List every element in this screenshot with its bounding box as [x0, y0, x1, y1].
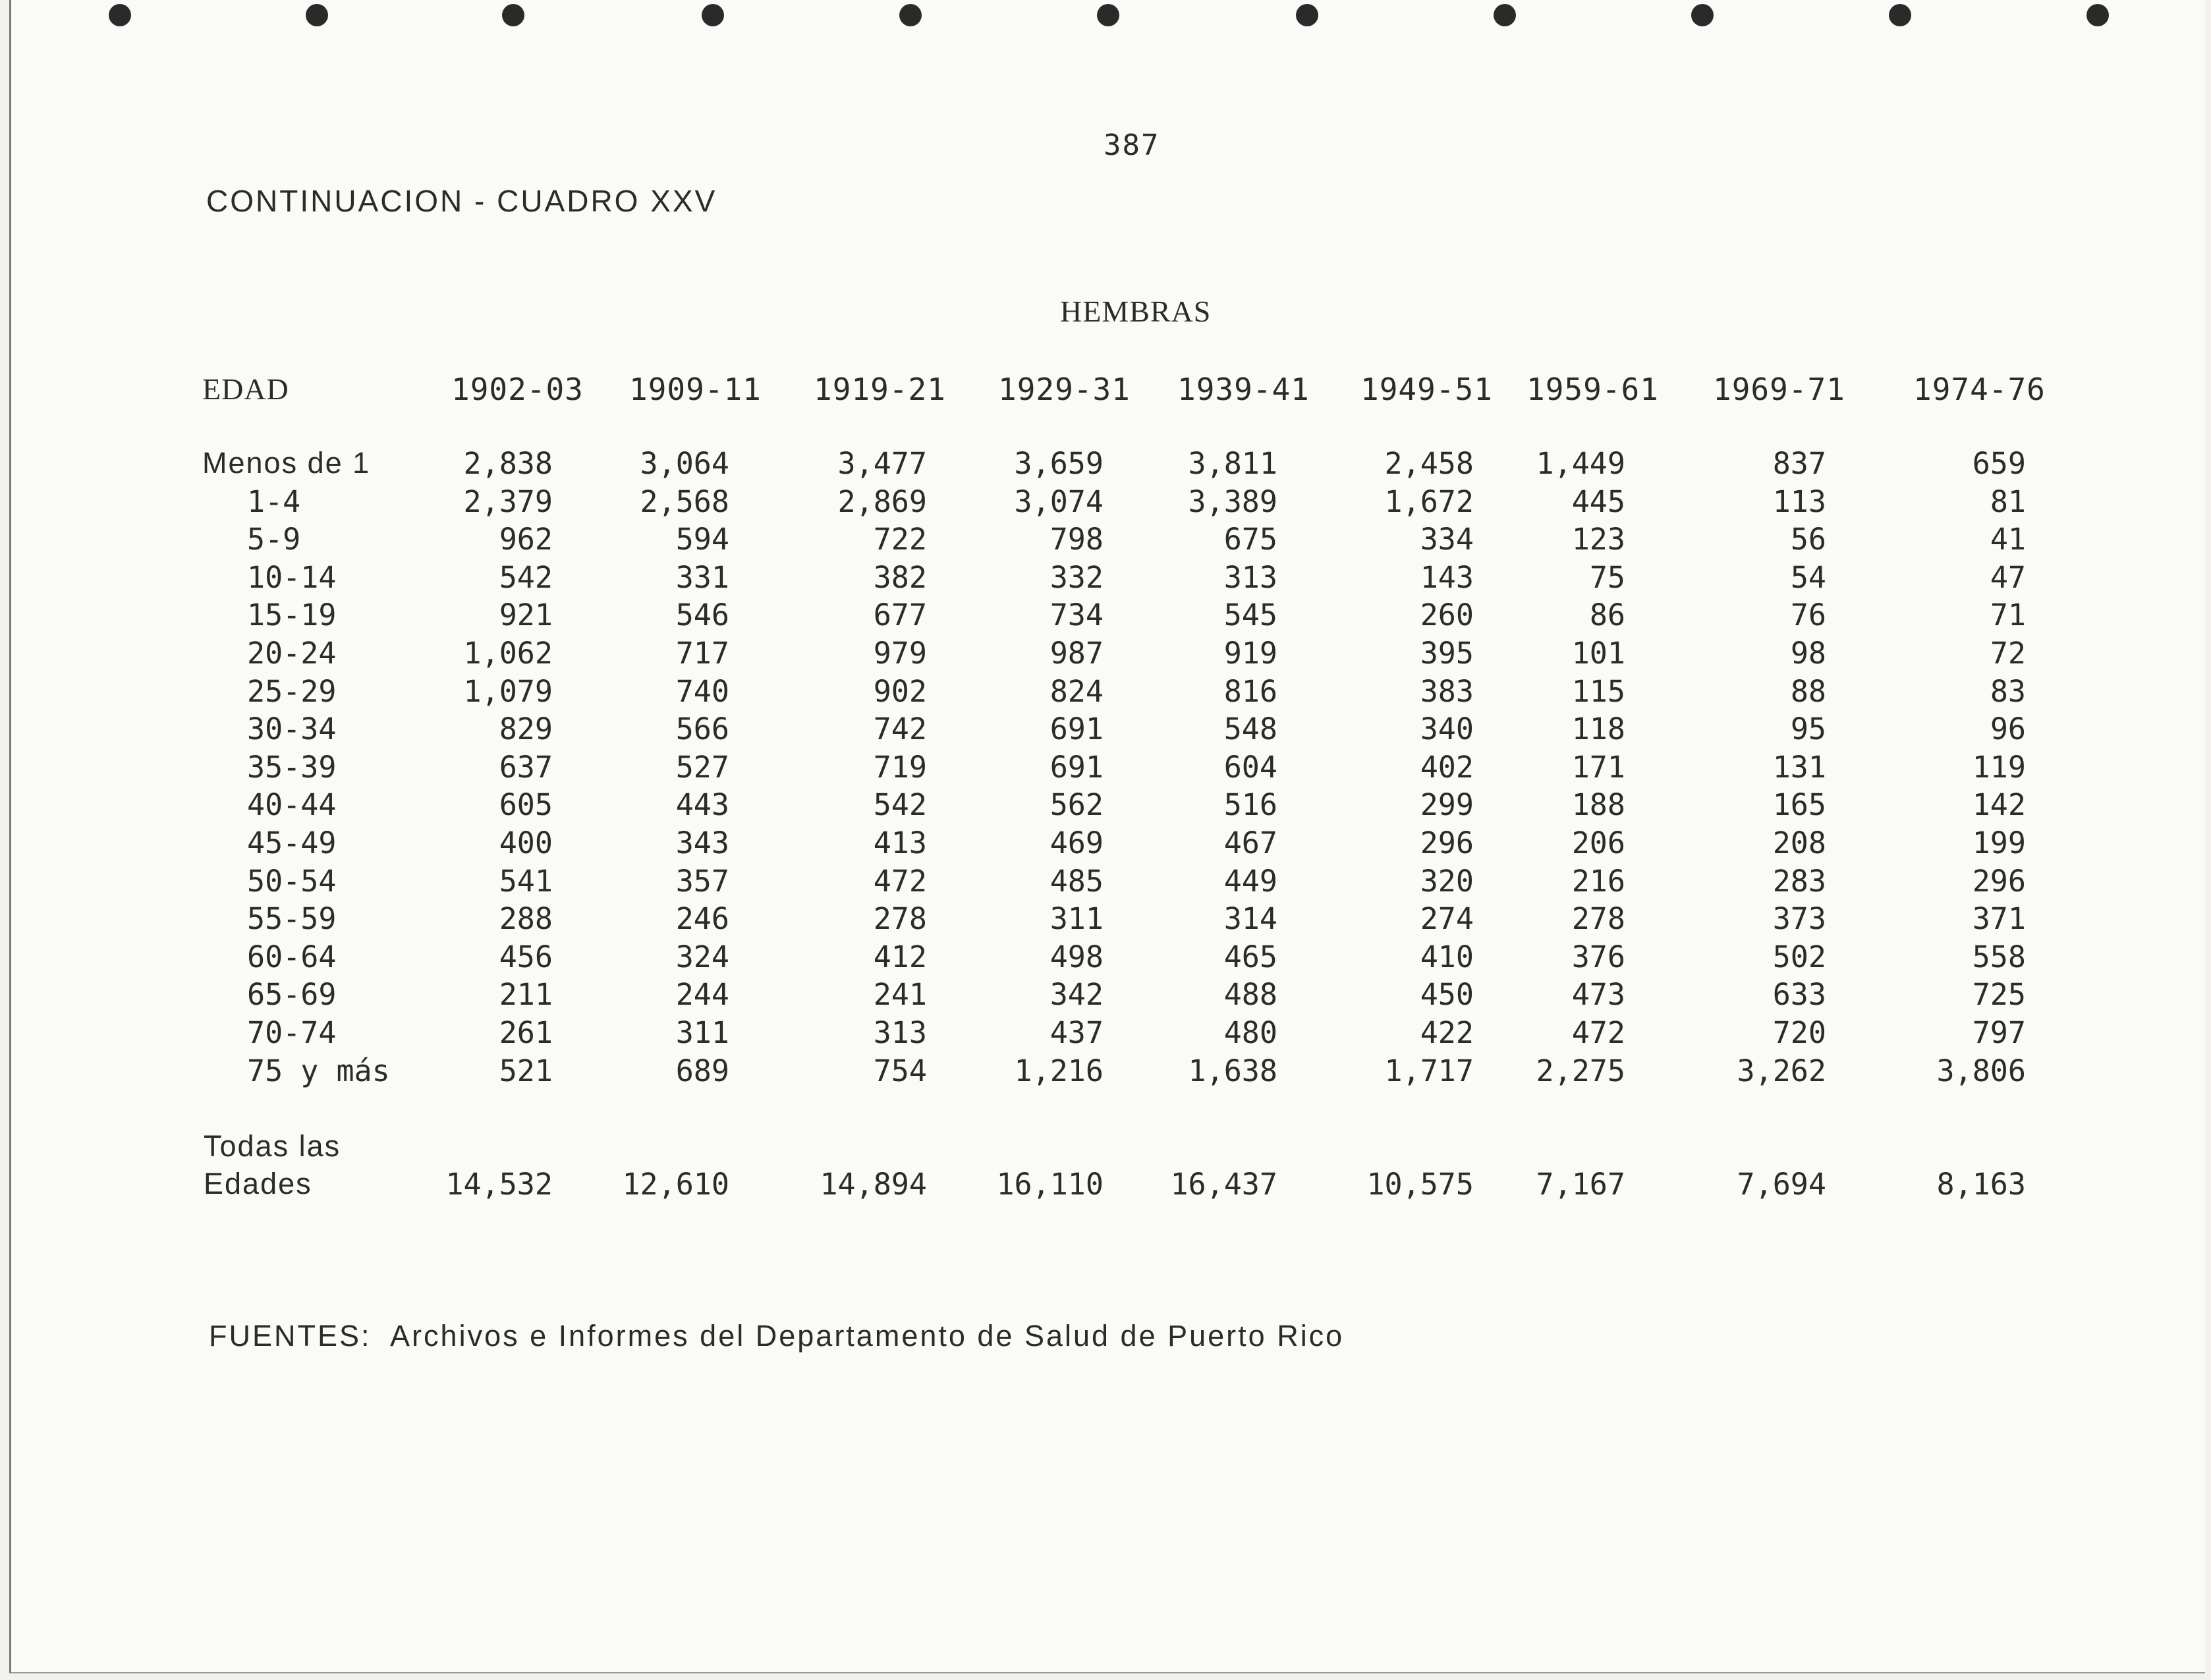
- total-cell: 12,610: [622, 1167, 729, 1202]
- age-group-label: 65-69: [247, 977, 337, 1013]
- binder-hole: [1889, 4, 1911, 26]
- table-cell: 1,062: [463, 636, 553, 671]
- total-cell: 14,532: [445, 1167, 553, 1202]
- page-number: 387: [1104, 128, 1160, 162]
- table-cell: 119: [1972, 749, 2026, 785]
- table-cell: 1,079: [463, 673, 553, 709]
- table-cell: 95: [1790, 712, 1826, 747]
- table-cell: 410: [1420, 939, 1474, 974]
- binder-hole: [109, 4, 131, 26]
- table-cell: 2,379: [463, 484, 553, 519]
- table-cell: 342: [1050, 977, 1104, 1013]
- table-cell: 3,064: [640, 446, 729, 481]
- table-cell: 260: [1420, 598, 1474, 633]
- table-cell: 521: [499, 1053, 553, 1088]
- table-cell: 123: [1571, 522, 1625, 557]
- table-cell: 987: [1050, 636, 1104, 671]
- period-header: 1909-11: [629, 372, 762, 407]
- table-cell: 331: [675, 559, 729, 595]
- table-cell: 2,568: [640, 484, 729, 519]
- table-cell: 357: [675, 863, 729, 899]
- binder-hole: [899, 4, 922, 26]
- table-cell: 677: [873, 598, 927, 633]
- table-cell: 334: [1420, 522, 1474, 557]
- table-cell: 797: [1972, 1015, 2026, 1050]
- period-header: 1929-31: [998, 372, 1131, 407]
- table-cell: 720: [1772, 1015, 1826, 1050]
- table-cell: 450: [1420, 977, 1474, 1013]
- table-cell: 717: [675, 636, 729, 671]
- table-cell: 324: [675, 939, 729, 974]
- table-cell: 527: [675, 749, 729, 785]
- table-cell: 465: [1223, 939, 1277, 974]
- table-cell: 288: [499, 901, 553, 937]
- table-cell: 633: [1772, 977, 1826, 1013]
- table-cell: 382: [873, 559, 927, 595]
- table-cell: 216: [1571, 863, 1625, 899]
- age-group-label: 25-29: [247, 673, 337, 709]
- table-cell: 742: [873, 712, 927, 747]
- table-cell: 143: [1420, 559, 1474, 595]
- total-label-line1: Todas las: [204, 1129, 341, 1163]
- table-cell: 371: [1972, 901, 2026, 937]
- table-cell: 962: [499, 522, 553, 557]
- table-cell: 413: [873, 826, 927, 860]
- table-cell: 691: [1050, 712, 1104, 747]
- period-header: 1949-51: [1360, 372, 1493, 407]
- age-group-label: Menos de 1: [202, 446, 371, 480]
- table-cell: 311: [675, 1015, 729, 1050]
- table-cell: 96: [1990, 712, 2026, 747]
- table-cell: 47: [1990, 559, 2026, 595]
- table-cell: 383: [1420, 673, 1474, 709]
- table-cell: 689: [675, 1053, 729, 1088]
- age-group-label: 10-14: [247, 559, 337, 595]
- table-cell: 740: [675, 673, 729, 709]
- table-cell: 98: [1790, 636, 1826, 671]
- table-cell: 472: [873, 863, 927, 899]
- table-cell: 485: [1050, 863, 1104, 899]
- table-cell: 824: [1050, 673, 1104, 709]
- table-cell: 41: [1990, 522, 2026, 557]
- table-cell: 837: [1772, 446, 1826, 481]
- table-cell: 719: [873, 749, 927, 785]
- table-cell: 81: [1990, 484, 2026, 519]
- table-cell: 604: [1223, 749, 1277, 785]
- table-cell: 113: [1772, 484, 1826, 519]
- sources-note: FUENTES: Archivos e Informes del Departamento de Salud de Puerto Rico: [209, 1319, 1345, 1353]
- period-header: 1974-76: [1913, 372, 2046, 407]
- period-header: 1959-61: [1526, 372, 1659, 407]
- binder-hole: [2086, 4, 2109, 26]
- age-group-label: 30-34: [247, 712, 337, 747]
- table-cell: 412: [873, 939, 927, 974]
- continuation-title: CONTINUACION - CUADRO XXV: [206, 184, 717, 218]
- table-cell: 131: [1772, 749, 1826, 785]
- table-cell: 343: [675, 826, 729, 860]
- table-cell: 313: [1223, 559, 1277, 595]
- table-cell: 118: [1571, 712, 1625, 747]
- table-cell: 3,659: [1014, 446, 1104, 481]
- age-column-header: EDAD: [202, 372, 289, 406]
- table-cell: 296: [1972, 863, 2026, 899]
- age-group-label: 50-54: [247, 863, 337, 899]
- table-cell: 296: [1420, 826, 1474, 860]
- table-cell: 562: [1050, 787, 1104, 823]
- table-cell: 3,477: [837, 446, 927, 481]
- table-cell: 422: [1420, 1015, 1474, 1050]
- table-cell: 3,811: [1188, 446, 1277, 481]
- table-cell: 199: [1972, 826, 2026, 860]
- table-cell: 480: [1223, 1015, 1277, 1050]
- age-group-label: 40-44: [247, 787, 337, 823]
- table-cell: 56: [1790, 522, 1826, 557]
- table-cell: 566: [675, 712, 729, 747]
- age-group-label: 5-9: [247, 522, 301, 557]
- table-cell: 919: [1223, 636, 1277, 671]
- binder-hole: [306, 4, 328, 26]
- table-cell: 1,638: [1188, 1053, 1277, 1088]
- table-cell: 75: [1589, 559, 1625, 595]
- table-cell: 546: [675, 598, 729, 633]
- table-cell: 211: [499, 977, 553, 1013]
- binder-hole: [1494, 4, 1516, 26]
- table-cell: 299: [1420, 787, 1474, 823]
- table-cell: 722: [873, 522, 927, 557]
- binder-hole: [1097, 4, 1119, 26]
- table-cell: 3,389: [1188, 484, 1277, 519]
- table-cell: 469: [1050, 826, 1104, 860]
- period-header: 1902-03: [451, 372, 584, 407]
- table-cell: 816: [1223, 673, 1277, 709]
- table-cell: 659: [1972, 446, 2026, 481]
- age-group-label: 20-24: [247, 636, 337, 671]
- table-cell: 542: [873, 787, 927, 823]
- table-cell: 71: [1990, 598, 2026, 633]
- period-header: 1919-21: [814, 372, 946, 407]
- table-cell: 54: [1790, 559, 1826, 595]
- table-cell: 558: [1972, 939, 2026, 974]
- age-group-label: 60-64: [247, 939, 337, 974]
- age-group-label: 55-59: [247, 901, 337, 937]
- table-cell: 101: [1571, 636, 1625, 671]
- binder-hole: [1296, 4, 1318, 26]
- table-cell: 456: [499, 939, 553, 974]
- table-cell: 1,672: [1384, 484, 1474, 519]
- table-cell: 472: [1571, 1015, 1625, 1050]
- table-cell: 2,275: [1536, 1053, 1625, 1088]
- table-cell: 473: [1571, 977, 1625, 1013]
- table-title: HEMBRAS: [1060, 294, 1212, 328]
- table-cell: 278: [1571, 901, 1625, 937]
- table-cell: 488: [1223, 977, 1277, 1013]
- table-cell: 1,449: [1536, 446, 1625, 481]
- table-cell: 3,074: [1014, 484, 1104, 519]
- table-cell: 516: [1223, 787, 1277, 823]
- table-cell: 278: [873, 901, 927, 937]
- table-cell: 320: [1420, 863, 1474, 899]
- age-group-label: 45-49: [247, 826, 337, 860]
- table-cell: 498: [1050, 939, 1104, 974]
- table-cell: 311: [1050, 901, 1104, 937]
- total-cell: 7,167: [1536, 1167, 1625, 1202]
- age-group-label: 1-4: [247, 484, 301, 519]
- table-cell: 437: [1050, 1015, 1104, 1050]
- table-cell: 542: [499, 559, 553, 595]
- binder-hole: [702, 4, 724, 26]
- table-cell: 541: [499, 863, 553, 899]
- table-cell: 206: [1571, 826, 1625, 860]
- period-header: 1969-71: [1713, 372, 1845, 407]
- table-cell: 332: [1050, 559, 1104, 595]
- table-cell: 241: [873, 977, 927, 1013]
- table-cell: 373: [1772, 901, 1826, 937]
- binder-hole: [1691, 4, 1714, 26]
- table-cell: 244: [675, 977, 729, 1013]
- table-cell: 246: [675, 901, 729, 937]
- table-cell: 979: [873, 636, 927, 671]
- table-cell: 829: [499, 712, 553, 747]
- table-cell: 83: [1990, 673, 2026, 709]
- table-cell: 283: [1772, 863, 1826, 899]
- table-cell: 1,216: [1014, 1053, 1104, 1088]
- table-cell: 261: [499, 1015, 553, 1050]
- table-cell: 2,838: [463, 446, 553, 481]
- table-cell: 902: [873, 673, 927, 709]
- table-cell: 798: [1050, 522, 1104, 557]
- table-cell: 725: [1972, 977, 2026, 1013]
- table-cell: 2,869: [837, 484, 927, 519]
- table-cell: 921: [499, 598, 553, 633]
- binder-hole: [502, 4, 524, 26]
- table-cell: 188: [1571, 787, 1625, 823]
- table-cell: 72: [1990, 636, 2026, 671]
- table-cell: 314: [1223, 901, 1277, 937]
- total-cell: 8,163: [1936, 1167, 2026, 1202]
- table-cell: 165: [1772, 787, 1826, 823]
- table-cell: 376: [1571, 939, 1625, 974]
- table-cell: 605: [499, 787, 553, 823]
- age-group-label: 70-74: [247, 1015, 337, 1050]
- table-cell: 449: [1223, 863, 1277, 899]
- table-cell: 313: [873, 1015, 927, 1050]
- table-cell: 675: [1223, 522, 1277, 557]
- table-cell: 208: [1772, 826, 1826, 860]
- table-cell: 400: [499, 826, 553, 860]
- table-cell: 637: [499, 749, 553, 785]
- table-cell: 502: [1772, 939, 1826, 974]
- table-cell: 691: [1050, 749, 1104, 785]
- table-cell: 467: [1223, 826, 1277, 860]
- document-page: [9, 0, 2205, 1673]
- age-group-label: 35-39: [247, 749, 337, 785]
- table-cell: 340: [1420, 712, 1474, 747]
- table-cell: 395: [1420, 636, 1474, 671]
- table-cell: 548: [1223, 712, 1277, 747]
- table-cell: 115: [1571, 673, 1625, 709]
- total-cell: 16,437: [1170, 1167, 1277, 1202]
- age-group-label: 75 y más: [247, 1053, 390, 1088]
- table-cell: 3,262: [1737, 1053, 1826, 1088]
- table-cell: 1,717: [1384, 1053, 1474, 1088]
- total-label-line2: Edades: [204, 1167, 312, 1200]
- period-header: 1939-41: [1177, 372, 1310, 407]
- table-cell: 88: [1790, 673, 1826, 709]
- table-cell: 754: [873, 1053, 927, 1088]
- table-cell: 594: [675, 522, 729, 557]
- table-cell: 142: [1972, 787, 2026, 823]
- table-cell: 2,458: [1384, 446, 1474, 481]
- table-cell: 402: [1420, 749, 1474, 785]
- table-cell: 171: [1571, 749, 1625, 785]
- table-cell: 274: [1420, 901, 1474, 937]
- total-cell: 14,894: [820, 1167, 927, 1202]
- table-cell: 3,806: [1936, 1053, 2026, 1088]
- table-cell: 545: [1223, 598, 1277, 633]
- total-cell: 10,575: [1366, 1167, 1474, 1202]
- total-cell: 16,110: [996, 1167, 1104, 1202]
- table-cell: 443: [675, 787, 729, 823]
- table-cell: 86: [1589, 598, 1625, 633]
- age-group-label: 15-19: [247, 598, 337, 633]
- table-cell: 445: [1571, 484, 1625, 519]
- table-cell: 76: [1790, 598, 1826, 633]
- total-cell: 7,694: [1737, 1167, 1826, 1202]
- table-cell: 734: [1050, 598, 1104, 633]
